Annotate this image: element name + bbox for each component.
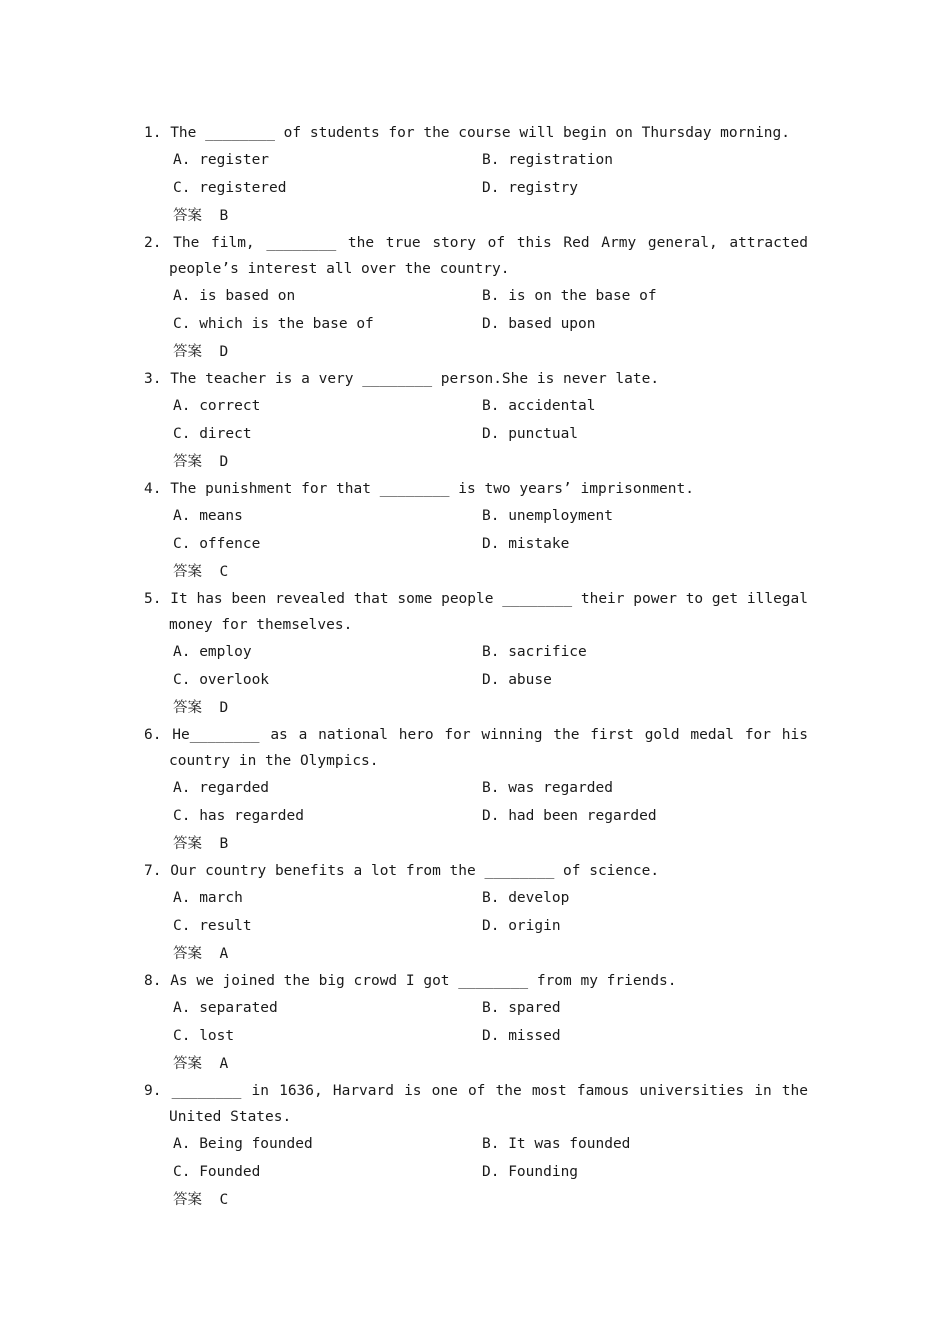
options-row <box>144 420 808 448</box>
answer-label: 答案 <box>173 700 202 716</box>
answer-line <box>144 694 808 722</box>
question-stem: 3. The teacher is a very ________ person.She is never late. <box>144 371 660 387</box>
option-c: C. overlook <box>173 672 270 688</box>
option-d: D. Founding <box>482 1164 579 1180</box>
question-1 <box>144 120 808 230</box>
answer-line <box>144 1050 808 1078</box>
answer-line <box>144 202 808 230</box>
answer-value: B <box>219 836 229 852</box>
answer-line <box>144 338 808 366</box>
option-a: A. means <box>173 508 243 524</box>
question-stem-continued: country in the Olympics. <box>169 753 379 769</box>
options-row <box>144 638 808 666</box>
question-stem: 9. ________ in 1636, Harvard is one of the most famous universities in the <box>144 1083 808 1099</box>
question-7 <box>144 858 808 968</box>
answer-line <box>144 940 808 968</box>
answer-label: 答案 <box>173 946 202 962</box>
answer-value: D <box>219 454 229 470</box>
options-row <box>144 310 808 338</box>
answer-label: 答案 <box>173 1192 202 1208</box>
option-b: B. It was founded <box>482 1136 631 1152</box>
answer-value: D <box>219 700 229 716</box>
option-d: D. origin <box>482 918 561 934</box>
question-8 <box>144 968 808 1078</box>
question-stem: 4. The punishment for that ________ is two years’ imprisonment. <box>144 481 694 497</box>
answer-line <box>144 1186 808 1214</box>
option-d: D. abuse <box>482 672 552 688</box>
answer-label: 答案 <box>173 208 202 224</box>
option-c: C. offence <box>173 536 261 552</box>
option-c: C. result <box>173 918 252 934</box>
question-stem: 7. Our country benefits a lot from the ________ of science. <box>144 863 660 879</box>
option-b: B. sacrifice <box>482 644 587 660</box>
question-stem: 8. As we joined the big crowd I got ________ from my friends. <box>144 973 677 989</box>
question-stem-continued: people’s interest all over the country. <box>169 261 510 277</box>
answer-value: A <box>219 1056 229 1072</box>
options-row <box>144 174 808 202</box>
answer-value: A <box>219 946 229 962</box>
answer-label: 答案 <box>173 564 202 580</box>
question-stem: 5. It has been revealed that some people ________ their power to get illegal <box>144 591 808 607</box>
answer-line <box>144 558 808 586</box>
option-b: B. registration <box>482 152 613 168</box>
options-row <box>144 1022 808 1050</box>
option-b: B. unemployment <box>482 508 613 524</box>
answer-value: D <box>219 344 229 360</box>
option-c: C. has regarded <box>173 808 304 824</box>
answer-value: C <box>219 564 229 580</box>
option-c: C. Founded <box>173 1164 261 1180</box>
option-a: A. march <box>173 890 243 906</box>
option-a: A. separated <box>173 1000 278 1016</box>
option-d: D. had been regarded <box>482 808 657 824</box>
option-d: D. based upon <box>482 316 596 332</box>
option-d: D. missed <box>482 1028 561 1044</box>
option-a: A. correct <box>173 398 261 414</box>
options-row <box>144 530 808 558</box>
option-c: C. lost <box>173 1028 235 1044</box>
answer-value: B <box>219 208 229 224</box>
options-row <box>144 392 808 420</box>
answer-line <box>144 830 808 858</box>
question-5 <box>144 586 808 722</box>
option-d: D. mistake <box>482 536 570 552</box>
options-row <box>144 884 808 912</box>
answer-label: 答案 <box>173 1056 202 1072</box>
question-3 <box>144 366 808 476</box>
option-c: C. which is the base of <box>173 316 374 332</box>
option-b: B. accidental <box>482 398 596 414</box>
options-row <box>144 282 808 310</box>
option-c: C. registered <box>173 180 287 196</box>
option-a: A. employ <box>173 644 252 660</box>
answer-label: 答案 <box>173 454 202 470</box>
worksheet-page <box>144 120 808 1214</box>
option-a: A. register <box>173 152 270 168</box>
question-4 <box>144 476 808 586</box>
question-2 <box>144 230 808 366</box>
question-6 <box>144 722 808 858</box>
option-d: D. registry <box>482 180 579 196</box>
question-9 <box>144 1078 808 1214</box>
options-row <box>144 502 808 530</box>
question-stem: 6. He________ as a national hero for winning the first gold medal for his <box>144 727 808 743</box>
options-row <box>144 146 808 174</box>
options-row <box>144 802 808 830</box>
option-a: A. Being founded <box>173 1136 313 1152</box>
option-d: D. punctual <box>482 426 579 442</box>
answer-line <box>144 448 808 476</box>
options-row <box>144 666 808 694</box>
question-stem-continued: money for themselves. <box>169 617 353 633</box>
options-row <box>144 1158 808 1186</box>
question-stem-continued: United States. <box>169 1109 292 1125</box>
option-b: B. develop <box>482 890 570 906</box>
answer-label: 答案 <box>173 836 202 852</box>
options-row <box>144 912 808 940</box>
options-row <box>144 1130 808 1158</box>
answer-label: 答案 <box>173 344 202 360</box>
option-b: B. was regarded <box>482 780 613 796</box>
options-row <box>144 774 808 802</box>
options-row <box>144 994 808 1022</box>
answer-value: C <box>219 1192 229 1208</box>
option-b: B. is on the base of <box>482 288 657 304</box>
question-stem: 1. The ________ of students for the course will begin on Thursday morning. <box>144 125 791 141</box>
option-c: C. direct <box>173 426 252 442</box>
option-a: A. regarded <box>173 780 270 796</box>
question-stem: 2. The film, ________ the true story of this Red Army general, attracted <box>144 235 808 251</box>
option-a: A. is based on <box>173 288 296 304</box>
option-b: B. spared <box>482 1000 561 1016</box>
